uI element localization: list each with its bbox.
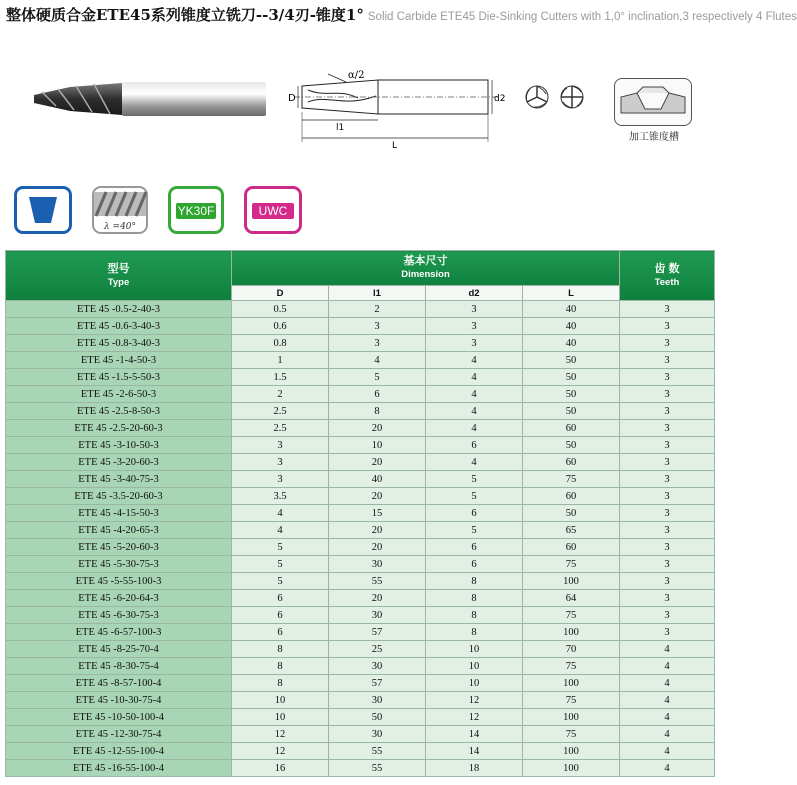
type-cell: ETE 45 -16-55-100-4 <box>6 760 232 777</box>
teeth-cell: 3 <box>620 573 715 590</box>
teeth-cell: 4 <box>620 641 715 658</box>
col-header-d2: d2 <box>426 286 523 301</box>
l-cell: 50 <box>523 369 620 386</box>
d-cell: 1 <box>232 352 329 369</box>
teeth-cell: 3 <box>620 301 715 318</box>
d2-cell: 4 <box>426 403 523 420</box>
label-alpha: α/2 <box>348 70 365 81</box>
type-cell: ETE 45 -4-15-50-3 <box>6 505 232 522</box>
taper-profile-badge <box>14 186 72 234</box>
table-row <box>6 607 715 624</box>
type-cell: ETE 45 -6-30-75-3 <box>6 607 232 624</box>
l-cell: 100 <box>523 709 620 726</box>
teeth-cell: 4 <box>620 658 715 675</box>
table-row <box>6 403 715 420</box>
l1-cell: 55 <box>329 743 426 760</box>
type-cell: ETE 45 -3.5-20-60-3 <box>6 488 232 505</box>
spec-table-body <box>6 301 715 777</box>
l1-cell: 55 <box>329 760 426 777</box>
taper-profile-icon <box>17 189 69 231</box>
table-row <box>6 420 715 437</box>
l-cell: 70 <box>523 641 620 658</box>
l-cell: 60 <box>523 454 620 471</box>
table-row <box>6 709 715 726</box>
dimension-drawing <box>288 68 518 152</box>
teeth-cell: 3 <box>620 556 715 573</box>
l-cell: 40 <box>523 335 620 352</box>
type-cell: ETE 45 -5-30-75-3 <box>6 556 232 573</box>
teeth-cell: 3 <box>620 590 715 607</box>
d-cell: 6 <box>232 590 329 607</box>
type-cell: ETE 45 -12-30-75-4 <box>6 726 232 743</box>
label-l1: l1 <box>336 123 345 133</box>
label-L: L <box>392 141 398 151</box>
l-cell: 65 <box>523 522 620 539</box>
teeth-cell: 3 <box>620 420 715 437</box>
coating-badge <box>244 186 302 234</box>
d-cell: 0.6 <box>232 318 329 335</box>
type-cell: ETE 45 -8-57-100-4 <box>6 675 232 692</box>
type-cell: ETE 45 -3-10-50-3 <box>6 437 232 454</box>
teeth-cell: 3 <box>620 454 715 471</box>
d-cell: 5 <box>232 539 329 556</box>
table-row <box>6 675 715 692</box>
teeth-cell: 3 <box>620 471 715 488</box>
l1-cell: 2 <box>329 301 426 318</box>
spec-table <box>5 250 715 777</box>
d2-cell: 5 <box>426 488 523 505</box>
d2-cell: 5 <box>426 522 523 539</box>
teeth-cell: 4 <box>620 675 715 692</box>
d-cell: 4 <box>232 505 329 522</box>
l-cell: 60 <box>523 420 620 437</box>
type-cell: ETE 45 -8-25-70-4 <box>6 641 232 658</box>
l-cell: 40 <box>523 301 620 318</box>
table-row <box>6 454 715 471</box>
l-cell: 100 <box>523 573 620 590</box>
table-row <box>6 352 715 369</box>
table-row <box>6 539 715 556</box>
d-cell: 6 <box>232 607 329 624</box>
teeth-cell: 3 <box>620 624 715 641</box>
type-cell: ETE 45 -3-20-60-3 <box>6 454 232 471</box>
l-cell: 64 <box>523 590 620 607</box>
d2-cell: 4 <box>426 369 523 386</box>
label-d2: d2 <box>494 94 506 104</box>
teeth-cell: 4 <box>620 726 715 743</box>
table-row <box>6 573 715 590</box>
l1-cell: 57 <box>329 675 426 692</box>
type-cell: ETE 45 -10-50-100-4 <box>6 709 232 726</box>
table-row <box>6 641 715 658</box>
l-cell: 75 <box>523 658 620 675</box>
table-row <box>6 386 715 403</box>
table-row <box>6 437 715 454</box>
d2-cell: 4 <box>426 386 523 403</box>
type-cell: ETE 45 -3-40-75-3 <box>6 471 232 488</box>
helix-angle-badge <box>92 186 148 234</box>
teeth-cell: 3 <box>620 369 715 386</box>
d2-cell: 3 <box>426 335 523 352</box>
teeth-cell: 3 <box>620 335 715 352</box>
type-cell: ETE 45 -1-4-50-3 <box>6 352 232 369</box>
type-cell: ETE 45 -8-30-75-4 <box>6 658 232 675</box>
l1-cell: 20 <box>329 590 426 607</box>
table-row <box>6 624 715 641</box>
d-cell: 8 <box>232 641 329 658</box>
d-cell: 3.5 <box>232 488 329 505</box>
d-cell: 16 <box>232 760 329 777</box>
d2-cell: 6 <box>426 505 523 522</box>
table-row <box>6 760 715 777</box>
l1-cell: 4 <box>329 352 426 369</box>
type-cell: ETE 45 -2-6-50-3 <box>6 386 232 403</box>
l-cell: 100 <box>523 743 620 760</box>
l-cell: 50 <box>523 505 620 522</box>
table-row <box>6 369 715 386</box>
col-header-L: L <box>523 286 620 301</box>
l1-cell: 25 <box>329 641 426 658</box>
l1-cell: 30 <box>329 692 426 709</box>
taper-groove-icon <box>615 79 691 125</box>
helix-flute-icon <box>94 188 146 220</box>
d-cell: 2.5 <box>232 403 329 420</box>
l1-cell: 5 <box>329 369 426 386</box>
l1-cell: 50 <box>329 709 426 726</box>
l-cell: 100 <box>523 624 620 641</box>
end-mill-photo <box>30 78 270 120</box>
d2-cell: 8 <box>426 624 523 641</box>
label-D: D <box>288 93 296 104</box>
helix-angle-label: λ =40° <box>103 222 137 232</box>
teeth-cell: 3 <box>620 539 715 556</box>
l-cell: 100 <box>523 760 620 777</box>
d-cell: 12 <box>232 726 329 743</box>
dimension-header-en: Dimension <box>401 269 450 280</box>
d2-cell: 3 <box>426 301 523 318</box>
l-cell: 40 <box>523 318 620 335</box>
d2-cell: 10 <box>426 641 523 658</box>
table-row <box>6 590 715 607</box>
d2-cell: 12 <box>426 709 523 726</box>
teeth-cell: 4 <box>620 743 715 760</box>
type-cell: ETE 45 -0.6-3-40-3 <box>6 318 232 335</box>
d-cell: 2.5 <box>232 420 329 437</box>
teeth-cell: 4 <box>620 692 715 709</box>
d2-cell: 4 <box>426 420 523 437</box>
d2-cell: 8 <box>426 573 523 590</box>
grade-label: YK30F <box>177 204 215 218</box>
l-cell: 75 <box>523 607 620 624</box>
d2-cell: 14 <box>426 726 523 743</box>
four-flute-section-icon <box>557 82 587 112</box>
d-cell: 3 <box>232 454 329 471</box>
d2-cell: 6 <box>426 437 523 454</box>
l1-cell: 20 <box>329 454 426 471</box>
l1-cell: 30 <box>329 658 426 675</box>
l1-cell: 40 <box>329 471 426 488</box>
table-row <box>6 318 715 335</box>
dimension-header <box>232 251 620 286</box>
type-cell: ETE 45 -2.5-20-60-3 <box>6 420 232 437</box>
d2-cell: 5 <box>426 471 523 488</box>
d2-cell: 6 <box>426 539 523 556</box>
d-cell: 12 <box>232 743 329 760</box>
teeth-cell: 3 <box>620 437 715 454</box>
l-cell: 75 <box>523 471 620 488</box>
title-chinese: 整体硬质合金ETE45系列锥度立铣刀--3/4刃-锥度1° <box>6 6 364 24</box>
d2-cell: 10 <box>426 675 523 692</box>
type-cell: ETE 45 -0.5-2-40-3 <box>6 301 232 318</box>
d2-cell: 3 <box>426 318 523 335</box>
l-cell: 75 <box>523 556 620 573</box>
teeth-cell: 3 <box>620 522 715 539</box>
l1-cell: 3 <box>329 318 426 335</box>
teeth-header-en: Teeth <box>654 276 680 288</box>
d-cell: 8 <box>232 675 329 692</box>
d-cell: 5 <box>232 573 329 590</box>
teeth-header <box>620 251 715 301</box>
table-row <box>6 692 715 709</box>
table-row <box>6 726 715 743</box>
table-row <box>6 335 715 352</box>
table-row <box>6 743 715 760</box>
type-cell: ETE 45 -1.5-5-50-3 <box>6 369 232 386</box>
d2-cell: 18 <box>426 760 523 777</box>
l1-cell: 6 <box>329 386 426 403</box>
d2-cell: 10 <box>426 658 523 675</box>
type-cell: ETE 45 -6-57-100-3 <box>6 624 232 641</box>
type-header <box>6 251 232 301</box>
l1-cell: 10 <box>329 437 426 454</box>
teeth-cell: 3 <box>620 505 715 522</box>
type-header-en: Type <box>107 276 130 288</box>
grade-badge <box>168 186 224 234</box>
table-row <box>6 471 715 488</box>
dimension-header-cn: 基本尺寸 <box>403 255 448 267</box>
l1-cell: 3 <box>329 335 426 352</box>
l-cell: 75 <box>523 726 620 743</box>
l1-cell: 57 <box>329 624 426 641</box>
d-cell: 5 <box>232 556 329 573</box>
l1-cell: 20 <box>329 522 426 539</box>
type-cell: ETE 45 -0.8-3-40-3 <box>6 335 232 352</box>
type-cell: ETE 45 -2.5-8-50-3 <box>6 403 232 420</box>
teeth-cell: 3 <box>620 488 715 505</box>
l1-cell: 15 <box>329 505 426 522</box>
teeth-cell: 4 <box>620 709 715 726</box>
col-header-D: D <box>232 286 329 301</box>
d2-cell: 8 <box>426 590 523 607</box>
table-row <box>6 522 715 539</box>
table-row <box>6 505 715 522</box>
page-title <box>6 4 797 28</box>
d-cell: 4 <box>232 522 329 539</box>
d2-cell: 4 <box>426 454 523 471</box>
d-cell: 10 <box>232 692 329 709</box>
teeth-cell: 3 <box>620 386 715 403</box>
d-cell: 0.5 <box>232 301 329 318</box>
teeth-cell: 3 <box>620 607 715 624</box>
table-row <box>6 488 715 505</box>
l1-cell: 30 <box>329 556 426 573</box>
d2-cell: 8 <box>426 607 523 624</box>
table-row <box>6 556 715 573</box>
d-cell: 1.5 <box>232 369 329 386</box>
table-row <box>6 658 715 675</box>
l-cell: 100 <box>523 675 620 692</box>
teeth-header-cn: 齿 数 <box>654 262 680 275</box>
coating-label: UWC <box>252 203 294 219</box>
d-cell: 2 <box>232 386 329 403</box>
d-cell: 3 <box>232 437 329 454</box>
l1-cell: 30 <box>329 607 426 624</box>
type-cell: ETE 45 -4-20-65-3 <box>6 522 232 539</box>
title-english: Solid Carbide ETE45 Die-Sinking Cutters with 1,0° inclination,3 respectively 4 Flutes <box>367 11 797 23</box>
d2-cell: 12 <box>426 692 523 709</box>
col-header-l1: l1 <box>329 286 426 301</box>
teeth-cell: 3 <box>620 352 715 369</box>
l1-cell: 20 <box>329 539 426 556</box>
three-flute-section-icon <box>522 82 552 112</box>
l-cell: 50 <box>523 403 620 420</box>
d2-cell: 4 <box>426 352 523 369</box>
d-cell: 8 <box>232 658 329 675</box>
type-cell: ETE 45 -5-20-60-3 <box>6 539 232 556</box>
l1-cell: 20 <box>329 488 426 505</box>
groove-caption: 加工锥度槽 <box>629 132 679 143</box>
d-cell: 0.8 <box>232 335 329 352</box>
d-cell: 10 <box>232 709 329 726</box>
table-row <box>6 301 715 318</box>
l1-cell: 8 <box>329 403 426 420</box>
teeth-cell: 3 <box>620 403 715 420</box>
l-cell: 75 <box>523 692 620 709</box>
type-cell: ETE 45 -12-55-100-4 <box>6 743 232 760</box>
l-cell: 50 <box>523 352 620 369</box>
d2-cell: 6 <box>426 556 523 573</box>
teeth-cell: 4 <box>620 760 715 777</box>
l-cell: 50 <box>523 437 620 454</box>
teeth-cell: 3 <box>620 318 715 335</box>
d-cell: 3 <box>232 471 329 488</box>
d-cell: 6 <box>232 624 329 641</box>
l1-cell: 20 <box>329 420 426 437</box>
type-cell: ETE 45 -5-55-100-3 <box>6 573 232 590</box>
l1-cell: 55 <box>329 573 426 590</box>
l-cell: 60 <box>523 539 620 556</box>
l-cell: 60 <box>523 488 620 505</box>
d2-cell: 14 <box>426 743 523 760</box>
l-cell: 50 <box>523 386 620 403</box>
l1-cell: 30 <box>329 726 426 743</box>
type-cell: ETE 45 -6-20-64-3 <box>6 590 232 607</box>
type-cell: ETE 45 -10-30-75-4 <box>6 692 232 709</box>
taper-groove-illustration <box>614 78 692 126</box>
type-header-cn: 型号 <box>107 262 130 275</box>
